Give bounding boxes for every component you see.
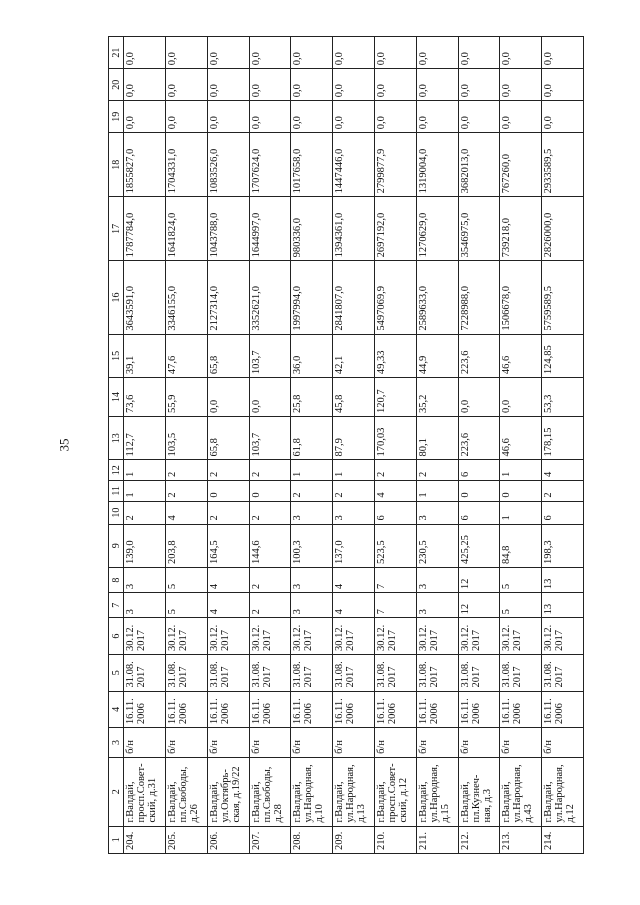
table-cell: 0,0 bbox=[458, 69, 500, 101]
column-header: 5 bbox=[109, 654, 124, 691]
table-cell: 3352621,0 bbox=[249, 261, 291, 334]
table-cell: 6 bbox=[458, 460, 500, 481]
table-cell: 16.11. 2006 bbox=[249, 691, 291, 728]
table-cell: 137,0 bbox=[333, 524, 375, 567]
table-cell: 16.11. 2006 bbox=[416, 691, 458, 728]
table-cell: 1997994,0 bbox=[291, 261, 333, 334]
table-cell: 164,5 bbox=[207, 524, 249, 567]
table-cell: 2 bbox=[207, 501, 249, 524]
table-cell: 425,25 bbox=[458, 524, 500, 567]
table-cell: 0,0 bbox=[249, 101, 291, 133]
table-row bbox=[416, 37, 458, 854]
table-cell: б/н bbox=[458, 728, 500, 758]
table-cell: 35,2 bbox=[416, 378, 458, 417]
table-cell: 1787784,0 bbox=[124, 197, 166, 261]
table-cell: 1043788,0 bbox=[207, 197, 249, 261]
table-cell: 0,0 bbox=[249, 37, 291, 69]
table-cell: 0,0 bbox=[207, 378, 249, 417]
table-cell: 30.12. 2017 bbox=[166, 618, 208, 655]
table-cell: г.Валдай, пл.Кузнеч-ная, д.3 bbox=[458, 757, 500, 826]
table-cell: 31.08. 2017 bbox=[458, 654, 500, 691]
table-cell: 55,9 bbox=[166, 378, 208, 417]
table-cell: 4 bbox=[207, 567, 249, 592]
table-cell: 46,6 bbox=[500, 334, 542, 377]
table-cell: 1641824,0 bbox=[166, 197, 208, 261]
table-cell: 0,0 bbox=[374, 37, 416, 69]
table-cell: 30.12. 2017 bbox=[458, 618, 500, 655]
table-cell: б/н bbox=[542, 728, 584, 758]
table-cell: 30.12. 2017 bbox=[374, 618, 416, 655]
column-header: 9 bbox=[109, 524, 124, 567]
table-cell: 4 bbox=[333, 567, 375, 592]
table-cell: 5 bbox=[166, 567, 208, 592]
table-cell: 2 bbox=[249, 593, 291, 618]
table-cell: 1707624,0 bbox=[249, 133, 291, 197]
table-cell: 4 bbox=[542, 460, 584, 481]
table-cell: 1 bbox=[124, 481, 166, 502]
table-cell: 4 bbox=[166, 501, 208, 524]
table-cell: 30.12. 2017 bbox=[249, 618, 291, 655]
column-header: 10 bbox=[109, 501, 124, 524]
table-row bbox=[249, 37, 291, 854]
table-cell: 31.08. 2017 bbox=[207, 654, 249, 691]
table-cell: 3 bbox=[291, 501, 333, 524]
table-cell: 0,0 bbox=[124, 69, 166, 101]
table-cell: 144,6 bbox=[249, 524, 291, 567]
table-cell: 61,8 bbox=[291, 416, 333, 459]
table-cell: 0,0 bbox=[500, 37, 542, 69]
table-cell: 5497069,9 bbox=[374, 261, 416, 334]
table-body bbox=[109, 37, 584, 854]
table-cell: 213. bbox=[500, 826, 542, 853]
table-cell: 2 bbox=[249, 501, 291, 524]
table-cell: 16.11. 2006 bbox=[542, 691, 584, 728]
column-header: 2 bbox=[109, 757, 124, 826]
table-cell: 31.08. 2017 bbox=[291, 654, 333, 691]
table-cell: 1506678,0 bbox=[500, 261, 542, 334]
table-cell: 31.08. 2017 bbox=[416, 654, 458, 691]
table-cell: 0,0 bbox=[291, 69, 333, 101]
column-header: 7 bbox=[109, 593, 124, 618]
table-cell: 4 bbox=[374, 481, 416, 502]
table-cell: 13 bbox=[542, 567, 584, 592]
table-cell: 203,8 bbox=[166, 524, 208, 567]
table-cell: 0,0 bbox=[291, 101, 333, 133]
table-cell: г.Валдай, ул.Народная, д.13 bbox=[333, 757, 375, 826]
table-cell: 1 bbox=[124, 460, 166, 481]
table-cell: 230,5 bbox=[416, 524, 458, 567]
table-cell: 2589633,0 bbox=[416, 261, 458, 334]
table-cell: 0,0 bbox=[458, 37, 500, 69]
table-cell: 0,0 bbox=[166, 101, 208, 133]
table-cell: б/н bbox=[416, 728, 458, 758]
table-cell: 13 bbox=[542, 593, 584, 618]
rotated-table bbox=[108, 36, 584, 854]
table-cell: г.Валдай, пл.Свободы, д.28 bbox=[249, 757, 291, 826]
table-cell: 0,0 bbox=[458, 378, 500, 417]
table-cell: 16.11. 2006 bbox=[207, 691, 249, 728]
table-cell: 0,0 bbox=[166, 69, 208, 101]
table-cell: б/н bbox=[291, 728, 333, 758]
table-cell: 2 bbox=[124, 501, 166, 524]
table-cell: 0,0 bbox=[333, 37, 375, 69]
table-cell: 6 bbox=[458, 501, 500, 524]
table-cell: 980336,0 bbox=[291, 197, 333, 261]
table-cell: 0 bbox=[249, 481, 291, 502]
table-cell: 0,0 bbox=[249, 378, 291, 417]
table-cell: 2 bbox=[166, 481, 208, 502]
column-header: 19 bbox=[109, 101, 124, 133]
table-container bbox=[108, 36, 584, 854]
table-cell: 0,0 bbox=[124, 101, 166, 133]
table-cell: 6 bbox=[374, 501, 416, 524]
table-cell: 0,0 bbox=[207, 69, 249, 101]
table-cell: 42,1 bbox=[333, 334, 375, 377]
table-cell: 31.08. 2017 bbox=[500, 654, 542, 691]
table-cell: 16.11. 2006 bbox=[166, 691, 208, 728]
table-cell: 206. bbox=[207, 826, 249, 853]
table-cell: 3546975,0 bbox=[458, 197, 500, 261]
column-header: 14 bbox=[109, 378, 124, 417]
table-cell: 767260,0 bbox=[500, 133, 542, 197]
table-cell: 3346155,0 bbox=[166, 261, 208, 334]
table-cell: 0,0 bbox=[333, 69, 375, 101]
table-cell: 4 bbox=[207, 593, 249, 618]
table-cell: 1 bbox=[500, 501, 542, 524]
table-cell: 0,0 bbox=[416, 101, 458, 133]
table-cell: 170,03 bbox=[374, 416, 416, 459]
table-cell: 1 bbox=[333, 460, 375, 481]
table-cell: 2 bbox=[416, 460, 458, 481]
table-cell: 2 bbox=[542, 481, 584, 502]
table-cell: 31.08. 2017 bbox=[249, 654, 291, 691]
table-cell: 2 bbox=[291, 481, 333, 502]
table-cell: 16.11. 2006 bbox=[333, 691, 375, 728]
table-cell: 3682013,0 bbox=[458, 133, 500, 197]
table-cell: 139,0 bbox=[124, 524, 166, 567]
table-cell: 31.08. 2017 bbox=[542, 654, 584, 691]
table-cell: 209. bbox=[333, 826, 375, 853]
table-cell: 87,9 bbox=[333, 416, 375, 459]
table-cell: 39,1 bbox=[124, 334, 166, 377]
table-cell: 44,9 bbox=[416, 334, 458, 377]
table-cell: 3 bbox=[416, 567, 458, 592]
table-cell: 124,85 bbox=[542, 334, 584, 377]
table-cell: 1855827,0 bbox=[124, 133, 166, 197]
table-cell: г.Валдай, пл.Свободы, д.26 bbox=[166, 757, 208, 826]
table-cell: 100,3 bbox=[291, 524, 333, 567]
table-cell: 178,15 bbox=[542, 416, 584, 459]
table-cell: 30.12. 2017 bbox=[207, 618, 249, 655]
table-cell: 31.08. 2017 bbox=[166, 654, 208, 691]
table-cell: 6 bbox=[542, 501, 584, 524]
table-cell: 2 bbox=[249, 460, 291, 481]
table-cell: 7 bbox=[374, 567, 416, 592]
table-cell: г.Валдай, ул.Народная, д.12 bbox=[542, 757, 584, 826]
table-cell: 223,6 bbox=[458, 416, 500, 459]
table-cell: 1017658,0 bbox=[291, 133, 333, 197]
table-cell: 7 bbox=[374, 593, 416, 618]
column-header: 17 bbox=[109, 197, 124, 261]
table-cell: г.Валдай, ул.Народная, д.43 bbox=[500, 757, 542, 826]
table-cell: 7228988,0 bbox=[458, 261, 500, 334]
table-cell: 0,0 bbox=[542, 69, 584, 101]
column-header: 20 bbox=[109, 69, 124, 101]
table-cell: 0,0 bbox=[542, 101, 584, 133]
table-cell: 16.11. 2006 bbox=[500, 691, 542, 728]
table-cell: 3 bbox=[291, 593, 333, 618]
table-row bbox=[374, 37, 416, 854]
table-cell: 1394361,0 bbox=[333, 197, 375, 261]
table-row bbox=[333, 37, 375, 854]
table-cell: 30.12. 2017 bbox=[542, 618, 584, 655]
table-cell: 2127314,0 bbox=[207, 261, 249, 334]
table-cell: 0,0 bbox=[416, 37, 458, 69]
table-cell: б/н bbox=[374, 728, 416, 758]
table-cell: 739218,0 bbox=[500, 197, 542, 261]
table-cell: 0,0 bbox=[124, 37, 166, 69]
table-cell: 30.12. 2017 bbox=[124, 618, 166, 655]
table-cell: г.Валдай, просп.Совет-ский, д.31 bbox=[124, 757, 166, 826]
table-cell: 5 bbox=[500, 593, 542, 618]
table-cell: 31.08. 2017 bbox=[333, 654, 375, 691]
table-cell: 12 bbox=[458, 567, 500, 592]
table-cell: 0,0 bbox=[374, 69, 416, 101]
table-cell: 73,6 bbox=[124, 378, 166, 417]
table-cell: 5 bbox=[500, 567, 542, 592]
column-header: 13 bbox=[109, 416, 124, 459]
table-cell: 0 bbox=[458, 481, 500, 502]
table-cell: 208. bbox=[291, 826, 333, 853]
table-cell: 1 bbox=[416, 481, 458, 502]
table-cell: 0,0 bbox=[542, 37, 584, 69]
table-cell: 65,8 bbox=[207, 334, 249, 377]
table-cell: 2 bbox=[333, 481, 375, 502]
column-header: 8 bbox=[109, 567, 124, 592]
table-row bbox=[542, 37, 584, 854]
table-cell: 46,6 bbox=[500, 416, 542, 459]
table-cell: 2826000,0 bbox=[542, 197, 584, 261]
table-row bbox=[166, 37, 208, 854]
table-cell: 5 bbox=[166, 593, 208, 618]
table-cell: 25,8 bbox=[291, 378, 333, 417]
table-cell: 3 bbox=[124, 593, 166, 618]
table-cell: 1319004,0 bbox=[416, 133, 458, 197]
table-cell: б/н bbox=[166, 728, 208, 758]
table-row bbox=[500, 37, 542, 854]
column-header: 11 bbox=[109, 481, 124, 502]
table-cell: 30.12. 2017 bbox=[333, 618, 375, 655]
column-header: 12 bbox=[109, 460, 124, 481]
table-cell: 16.11. 2006 bbox=[374, 691, 416, 728]
table-cell: 2 bbox=[374, 460, 416, 481]
column-header: 15 bbox=[109, 334, 124, 377]
table-cell: 2841807,0 bbox=[333, 261, 375, 334]
table-cell: 211. bbox=[416, 826, 458, 853]
table-cell: 36,0 bbox=[291, 334, 333, 377]
table-cell: 2933589,5 bbox=[542, 133, 584, 197]
table-cell: 5759589,5 bbox=[542, 261, 584, 334]
table-cell: 45,8 bbox=[333, 378, 375, 417]
table-row bbox=[291, 37, 333, 854]
table-cell: 30.12. 2017 bbox=[416, 618, 458, 655]
table-cell: 2 bbox=[207, 460, 249, 481]
table-cell: 0,0 bbox=[416, 69, 458, 101]
table-cell: 0,0 bbox=[333, 101, 375, 133]
table-cell: 4 bbox=[333, 593, 375, 618]
table-cell: 204. bbox=[124, 826, 166, 853]
table-cell: 2 bbox=[166, 460, 208, 481]
table-cell: 3 bbox=[416, 593, 458, 618]
table-cell: 84,8 bbox=[500, 524, 542, 567]
column-header: 18 bbox=[109, 133, 124, 197]
table-cell: 212. bbox=[458, 826, 500, 853]
table-cell: 523,5 bbox=[374, 524, 416, 567]
column-header: 21 bbox=[109, 37, 124, 69]
table-cell: 0,0 bbox=[500, 378, 542, 417]
table-cell: 2799877,9 bbox=[374, 133, 416, 197]
table-cell: 80,1 bbox=[416, 416, 458, 459]
table-cell: 1270629,0 bbox=[416, 197, 458, 261]
table-cell: 31.08. 2017 bbox=[124, 654, 166, 691]
table-cell: 1644997,0 bbox=[249, 197, 291, 261]
table-cell: г.Валдай, ул.Народная, д.10 bbox=[291, 757, 333, 826]
table-cell: 16.11. 2006 bbox=[291, 691, 333, 728]
data-table bbox=[108, 36, 584, 854]
table-cell: 103,7 bbox=[249, 416, 291, 459]
table-cell: 198,3 bbox=[542, 524, 584, 567]
table-cell: 205. bbox=[166, 826, 208, 853]
table-cell: б/н bbox=[333, 728, 375, 758]
table-cell: 65,8 bbox=[207, 416, 249, 459]
table-cell: 1083526,0 bbox=[207, 133, 249, 197]
table-row bbox=[458, 37, 500, 854]
table-row bbox=[207, 37, 249, 854]
table-cell: 103,7 bbox=[249, 334, 291, 377]
table-cell: б/н bbox=[500, 728, 542, 758]
table-cell: 1 bbox=[291, 460, 333, 481]
table-cell: г.Валдай, просп.Совет-ский, д.12 bbox=[374, 757, 416, 826]
table-cell: 30.12. 2017 bbox=[291, 618, 333, 655]
table-cell: 3 bbox=[124, 567, 166, 592]
table-cell: 16.11. 2006 bbox=[458, 691, 500, 728]
table-cell: 0 bbox=[500, 481, 542, 502]
table-cell: 3 bbox=[333, 501, 375, 524]
table-cell: 207. bbox=[249, 826, 291, 853]
table-cell: 31.08. 2017 bbox=[374, 654, 416, 691]
table-cell: 49,33 bbox=[374, 334, 416, 377]
table-cell: 3643591,0 bbox=[124, 261, 166, 334]
table-cell: 0 bbox=[207, 481, 249, 502]
table-cell: б/н bbox=[124, 728, 166, 758]
table-cell: 0,0 bbox=[500, 101, 542, 133]
table-cell: 1704331,0 bbox=[166, 133, 208, 197]
table-cell: б/н bbox=[249, 728, 291, 758]
column-header: 6 bbox=[109, 618, 124, 655]
table-cell: 1447446,0 bbox=[333, 133, 375, 197]
table-cell: 0,0 bbox=[500, 69, 542, 101]
table-cell: 214. bbox=[542, 826, 584, 853]
table-cell: 112,7 bbox=[124, 416, 166, 459]
column-header: 1 bbox=[109, 826, 124, 853]
table-cell: 3 bbox=[291, 567, 333, 592]
table-cell: б/н bbox=[207, 728, 249, 758]
table-cell: 2 bbox=[249, 567, 291, 592]
table-cell: 0,0 bbox=[207, 101, 249, 133]
table-cell: 210. bbox=[374, 826, 416, 853]
table-cell: 120,7 bbox=[374, 378, 416, 417]
column-header: 4 bbox=[109, 691, 124, 728]
column-header: 16 bbox=[109, 261, 124, 334]
column-header: 3 bbox=[109, 728, 124, 758]
table-cell: 47,6 bbox=[166, 334, 208, 377]
table-cell: 0,0 bbox=[166, 37, 208, 69]
table-cell: 103,5 bbox=[166, 416, 208, 459]
table-cell: 223,6 bbox=[458, 334, 500, 377]
table-cell: 2697192,0 bbox=[374, 197, 416, 261]
table-cell: 16.11. 2006 bbox=[124, 691, 166, 728]
table-cell: 53,3 bbox=[542, 378, 584, 417]
table-cell: 0,0 bbox=[207, 37, 249, 69]
page-number: 35 bbox=[56, 438, 72, 452]
table-row bbox=[124, 37, 166, 854]
header-row bbox=[109, 37, 124, 854]
table-cell: 0,0 bbox=[458, 101, 500, 133]
table-cell: 0,0 bbox=[249, 69, 291, 101]
table-cell: 30.12. 2017 bbox=[500, 618, 542, 655]
table-cell: г.Валдай, ул.Октябрь-ская, д.19/22 bbox=[207, 757, 249, 826]
table-cell: 12 bbox=[458, 593, 500, 618]
table-cell: 1 bbox=[500, 460, 542, 481]
table-cell: 0,0 bbox=[374, 101, 416, 133]
table-cell: 0,0 bbox=[291, 37, 333, 69]
table-cell: г.Валдай, ул.Народная, д.15 bbox=[416, 757, 458, 826]
table-cell: 3 bbox=[416, 501, 458, 524]
